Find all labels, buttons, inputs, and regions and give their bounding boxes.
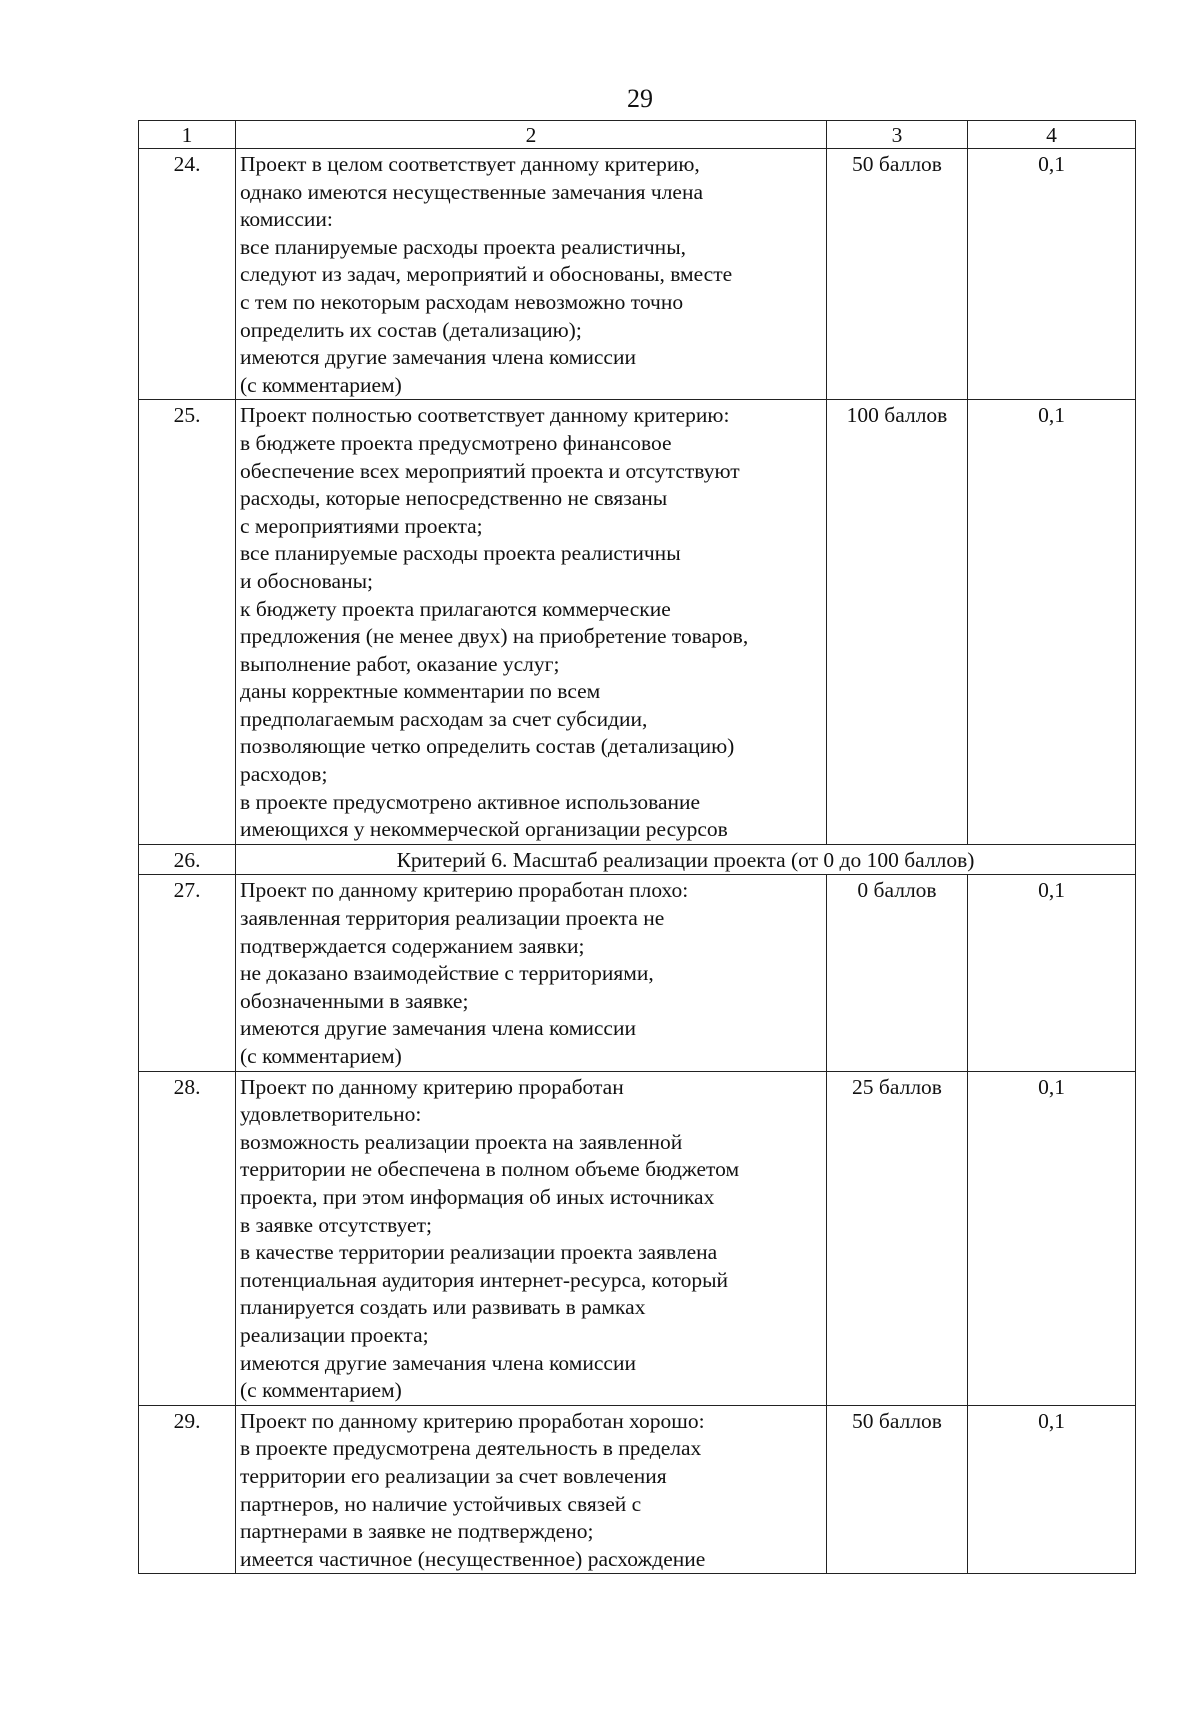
row-number: 27. <box>139 875 236 1071</box>
description-line: имеются другие замечания члена комиссии <box>240 1350 636 1375</box>
score-value: 50 баллов <box>827 1405 968 1574</box>
score-value: 50 баллов <box>827 149 968 400</box>
description-line: реализации проекта; <box>240 1322 429 1347</box>
description-line: имеется частичное (несущественное) расхождение <box>240 1546 706 1571</box>
criteria-table <box>138 120 1136 1574</box>
row-number: 25. <box>139 400 236 845</box>
weight-value: 0,1 <box>968 149 1136 400</box>
description-line: к бюджету проекта прилагаются коммерческие <box>240 596 671 621</box>
table-row <box>139 400 1136 845</box>
description-line: предложения (не менее двух) на приобретение товаров, <box>240 624 749 649</box>
table-header-row <box>139 121 1136 149</box>
criterion-title: Критерий 6. Масштаб реализации проекта (от 0 до 100 баллов) <box>236 844 1136 875</box>
description-line: расходы, которые непосредственно не связаны <box>240 486 668 511</box>
criterion-description <box>236 875 827 1071</box>
description-line: в заявке отсутствует; <box>240 1212 432 1237</box>
description-line: территории не обеспечена в полном объеме бюджетом <box>240 1157 740 1182</box>
description-line: имеются другие замечания члена комиссии <box>240 345 636 370</box>
description-line: удовлетворительно: <box>240 1102 422 1127</box>
description-line: Проект в целом соответствует данному критерию, <box>240 152 700 176</box>
description-line: Проект по данному критерию проработан <box>240 1074 624 1099</box>
description-line: расходов; <box>240 762 328 787</box>
description-line: потенциальная аудитория интернет-ресурса, который <box>240 1267 729 1292</box>
column-header: 3 <box>827 121 968 149</box>
criterion-description <box>236 400 827 845</box>
description-line: все планируемые расходы проекта реалистичны, <box>240 234 687 259</box>
description-line: с тем по некоторым расходам невозможно точно <box>240 289 684 314</box>
page-number: 29 <box>627 84 653 113</box>
description-line: имеются другие замечания члена комиссии <box>240 1016 636 1041</box>
description-line: определить их состав (детализацию); <box>240 317 582 342</box>
weight-value: 0,1 <box>968 1071 1136 1405</box>
description-line: Проект по данному критерию проработан хорошо: <box>240 1408 705 1433</box>
description-line: партнерами в заявке не подтверждено; <box>240 1519 594 1544</box>
table-row <box>139 1071 1136 1405</box>
description-line: обозначенными в заявке; <box>240 988 469 1013</box>
weight-value: 0,1 <box>968 1405 1136 1574</box>
column-header: 2 <box>236 121 827 149</box>
description-line: (с комментарием) <box>240 1044 402 1068</box>
table-row <box>139 875 1136 1071</box>
description-line: Проект полностью соответствует данному критерию: <box>240 403 730 428</box>
description-line: возможность реализации проекта на заявленной <box>240 1129 683 1154</box>
description-line: с мероприятиями проекта; <box>240 513 483 538</box>
table-row <box>139 1405 1136 1574</box>
description-line: даны корректные комментарии по всем <box>240 679 601 704</box>
description-line: и обоснованы; <box>240 568 373 593</box>
description-line: территории его реализации за счет вовлечения <box>240 1463 667 1488</box>
description-line: предполагаемым расходам за счет субсидии, <box>240 706 648 731</box>
row-number: 26. <box>139 844 236 875</box>
description-line: (с комментарием) <box>240 372 402 397</box>
description-line: позволяющие четко определить состав (детализацию) <box>240 734 735 759</box>
description-line: в качестве территории реализации проекта заявлена <box>240 1240 718 1265</box>
description-line: в проекте предусмотрена деятельность в пределах <box>240 1436 702 1461</box>
column-header: 1 <box>139 121 236 149</box>
description-line: обеспечение всех мероприятий проекта и отсутствуют <box>240 458 740 483</box>
description-line: в бюджете проекта предусмотрено финансовое <box>240 430 672 455</box>
score-value: 25 баллов <box>827 1071 968 1405</box>
description-line: планируется создать или развивать в рамках <box>240 1295 646 1320</box>
score-value: 100 баллов <box>827 400 968 845</box>
description-line: в проекте предусмотрено активное использование <box>240 789 701 814</box>
criterion-heading-row <box>139 844 1136 875</box>
description-line: подтверждается содержанием заявки; <box>240 933 585 958</box>
row-number: 29. <box>139 1405 236 1574</box>
weight-value: 0,1 <box>968 400 1136 845</box>
score-value: 0 баллов <box>827 875 968 1071</box>
description-line: заявленная территория реализации проекта не <box>240 906 665 931</box>
description-line: партнеров, но наличие устойчивых связей с <box>240 1491 642 1516</box>
description-line: выполнение работ, оказание услуг; <box>240 651 560 676</box>
column-header: 4 <box>968 121 1136 149</box>
description-line: проекта, при этом информация об иных источниках <box>240 1184 715 1209</box>
description-line: следуют из задач, мероприятий и обоснованы, вместе <box>240 262 733 287</box>
description-line: комиссии: <box>240 207 333 232</box>
description-line: имеющихся у некоммерческой организации ресурсов <box>240 817 728 842</box>
row-number: 28. <box>139 1071 236 1405</box>
criterion-description <box>236 1071 827 1405</box>
criterion-description <box>236 1405 827 1574</box>
description-line: (с комментарием) <box>240 1378 402 1403</box>
row-number: 24. <box>139 149 236 400</box>
criterion-description <box>236 149 827 400</box>
table-row <box>139 149 1136 400</box>
description-line: однако имеются несущественные замечания члена <box>240 179 704 204</box>
description-line: Проект по данному критерию проработан плохо: <box>240 878 689 903</box>
weight-value: 0,1 <box>968 875 1136 1071</box>
description-line: все планируемые расходы проекта реалистичны <box>240 541 681 566</box>
description-line: не доказано взаимодействие с территориями, <box>240 961 654 986</box>
